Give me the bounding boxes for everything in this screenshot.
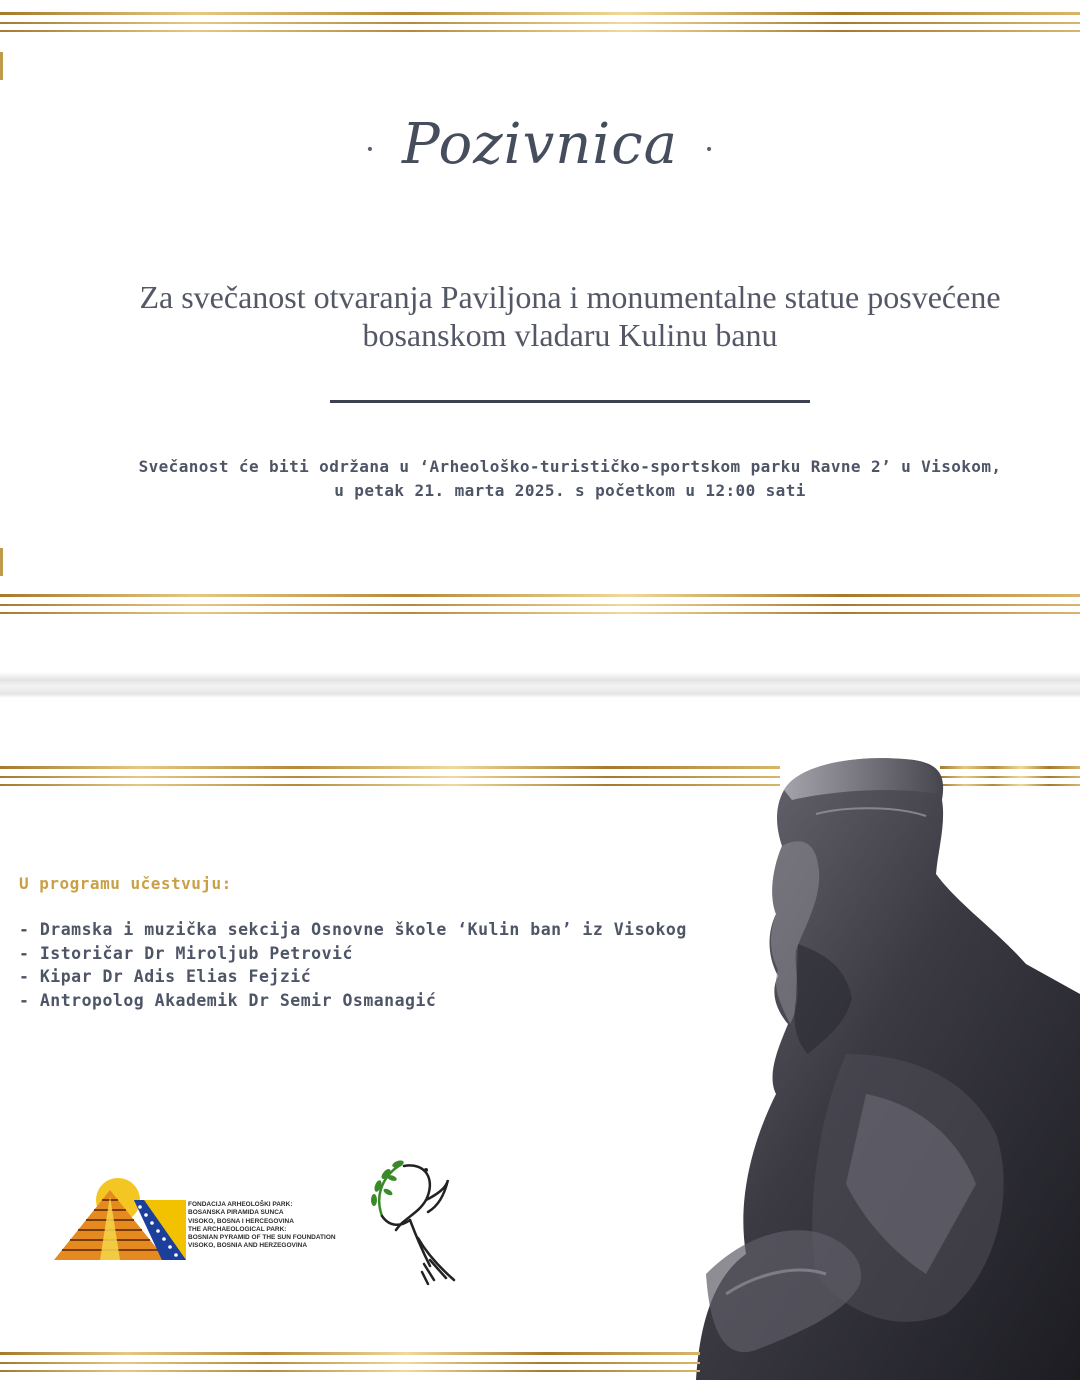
program-heading: U programu učestvuju: bbox=[19, 874, 232, 893]
foundation-line: VISOKO, BOSNIA AND HERZEGOVINA bbox=[188, 1242, 308, 1250]
ornament-dot: · bbox=[703, 129, 716, 168]
card-separator bbox=[0, 672, 1080, 698]
gold-border-line bbox=[0, 776, 780, 778]
gold-border-line bbox=[0, 1370, 700, 1372]
dove-eye-icon bbox=[424, 1168, 428, 1172]
details-line: u petak 21. marta 2025. s početkom u 12:00 sati bbox=[334, 481, 806, 500]
gold-border-line bbox=[0, 12, 1080, 15]
program-list bbox=[19, 918, 687, 1012]
list-item: - Kipar Dr Adis Elias Fejzić bbox=[19, 967, 312, 986]
foundation-line: BOSANSKA PIRAMIDA SUNCA bbox=[188, 1209, 284, 1217]
gold-side-mark bbox=[0, 52, 3, 80]
foundation-line: BOSNIAN PYRAMID OF THE SUN FOUNDATION bbox=[188, 1234, 336, 1242]
kulin-ban-statue-image bbox=[696, 754, 1080, 1380]
foundation-line: THE ARCHAEOLOGICAL PARK: bbox=[188, 1225, 287, 1233]
invitation-card-back bbox=[0, 698, 1080, 1380]
title-text: Pozivnica bbox=[402, 112, 678, 177]
foundation-line: VISOKO, BOSNA I HERCEGOVINA bbox=[188, 1217, 294, 1225]
details-line: Svečanost će biti održana u ‘Arheološko-turističko-sportskom parku Ravne 2’ u Visokom, bbox=[138, 457, 1002, 476]
list-item: - Istoričar Dr Miroljub Petrović bbox=[19, 943, 353, 963]
invitation-card-front bbox=[0, 0, 1080, 672]
ornament-dot: · bbox=[364, 129, 377, 168]
foundation-name bbox=[188, 1201, 336, 1251]
event-details bbox=[60, 455, 1080, 503]
gold-border-line bbox=[0, 784, 780, 786]
gold-border-line bbox=[0, 612, 1080, 614]
list-item: - Dramska i muzička sekcija Osnovne škole ‘Kulin ban’ iz Visokog bbox=[19, 920, 687, 939]
dove-icon bbox=[382, 1165, 454, 1284]
gold-side-mark bbox=[0, 548, 3, 576]
gold-border-line bbox=[0, 30, 1080, 32]
olive-branch-icon bbox=[371, 1159, 405, 1216]
invitation-title bbox=[0, 112, 1080, 177]
subtitle-line: bosanskom vladaru Kulinu banu bbox=[362, 317, 778, 353]
foundation-line: FONDACIJA ARHEOLOŠKI PARK: bbox=[188, 1201, 293, 1208]
dove-logo bbox=[364, 1154, 464, 1290]
gold-border-line bbox=[0, 604, 1080, 606]
gold-border-line bbox=[0, 1362, 700, 1364]
gold-border-line bbox=[0, 22, 1080, 24]
invitation-subtitle bbox=[60, 278, 1080, 354]
divider bbox=[330, 400, 810, 403]
gold-border-line bbox=[0, 766, 780, 769]
gold-border-line bbox=[0, 594, 1080, 597]
list-item: - Antropolog Akademik Dr Semir Osmanagić bbox=[19, 990, 437, 1010]
subtitle-line: Za svečanost otvaranja Paviljona i monumentalne statue posvećene bbox=[139, 279, 1001, 315]
gold-border-line bbox=[0, 1352, 700, 1355]
